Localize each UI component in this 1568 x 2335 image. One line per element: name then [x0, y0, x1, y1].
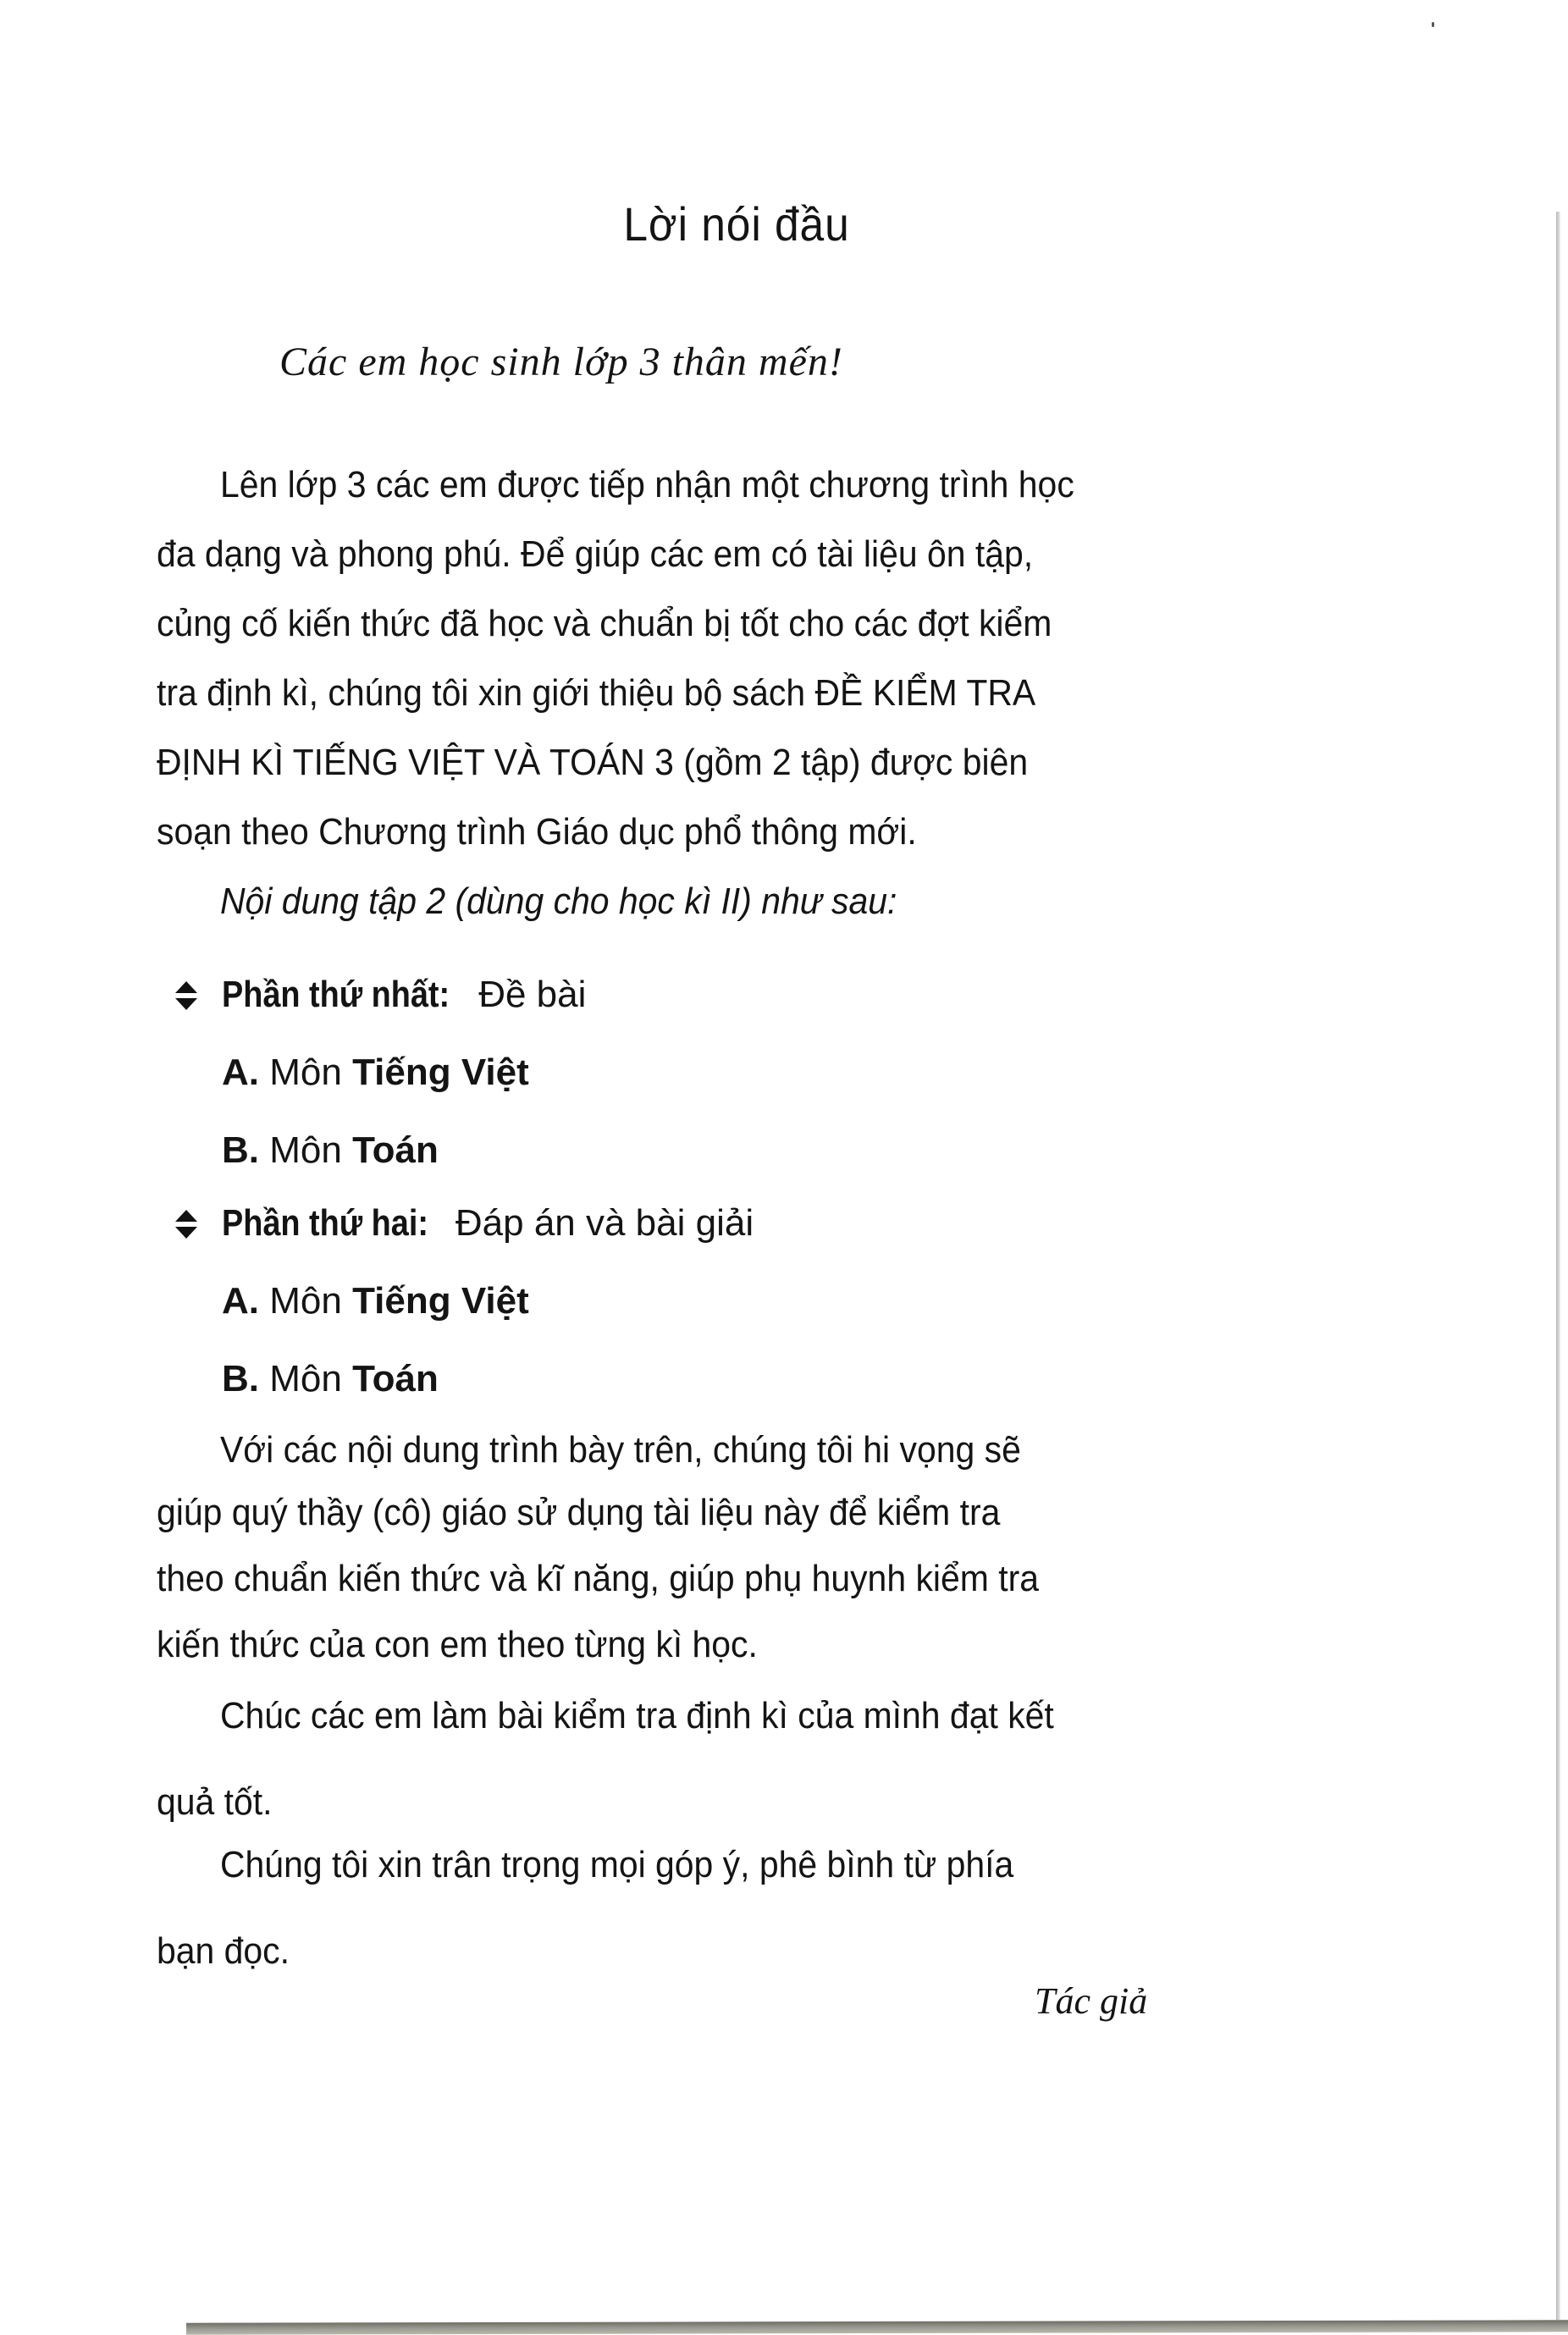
- subitem-prefix: Môn: [269, 1280, 342, 1322]
- section-1-description: Đề bài: [478, 974, 587, 1015]
- intro-line-6: soạn theo Chương trình Giáo dục phổ thông mới.: [157, 811, 917, 853]
- subitem-prefix: Môn: [269, 1358, 342, 1399]
- intro-line-3: củng cố kiến thức đã học và chuẩn bị tốt cho các đợt kiểm: [157, 603, 1052, 644]
- subitem-subject: Toán: [352, 1358, 439, 1399]
- intro-line-2: đa dạng và phong phú. Để giúp các em có tài liệu ôn tập,: [157, 533, 1034, 575]
- closing-line-4: kiến thức của con em theo từng kì học.: [157, 1624, 758, 1665]
- intro-line-4: tra định kì, chúng tôi xin giới thiệu bộ sách ĐỀ KIỂM TRA: [157, 672, 1036, 714]
- subitem-prefix: Môn: [269, 1052, 342, 1093]
- section-2-description: Đáp án và bài giải: [455, 1202, 754, 1244]
- subitem-letter: B.: [222, 1358, 259, 1399]
- page-spine-edge: [1556, 212, 1560, 2320]
- subitem-letter: A.: [222, 1280, 259, 1322]
- updown-triangle-bullet-icon: [175, 978, 197, 1013]
- section-1-subitem-a: [222, 1052, 529, 1094]
- section-2-subitem-b: [222, 1358, 439, 1400]
- subitem-letter: B.: [222, 1129, 259, 1171]
- subitem-subject: Tiếng Việt: [352, 1280, 529, 1322]
- contents-intro: Nội dung tập 2 (dùng cho học kì II) như sau:: [220, 880, 897, 922]
- section-2-heading-row: [222, 1202, 754, 1245]
- page-bottom-edge: [186, 2320, 1568, 2334]
- subitem-letter: A.: [222, 1052, 259, 1093]
- feedback-line-2: bạn đọc.: [157, 1930, 290, 1972]
- section-1-heading: Phần thứ nhất:: [222, 974, 450, 1015]
- signature: Tác giả: [1035, 1980, 1148, 2022]
- feedback-line-1: Chúng tôi xin trân trọng mọi góp ý, phê bình từ phía: [220, 1844, 1014, 1885]
- wish-line-2: quả tốt.: [157, 1781, 273, 1823]
- page-title: Lời nói đầu: [623, 197, 850, 251]
- subitem-prefix: Môn: [269, 1129, 342, 1171]
- section-1-subitem-b: [222, 1129, 439, 1172]
- closing-line-1: Với các nội dung trình bày trên, chúng tôi hi vọng sẽ: [220, 1429, 1021, 1471]
- closing-line-3: theo chuẩn kiến thức và kĩ năng, giúp phụ huynh kiểm tra: [157, 1558, 1039, 1599]
- section-2-heading: Phần thứ hai:: [222, 1202, 428, 1244]
- section-1-heading-row: [222, 974, 586, 1016]
- updown-triangle-bullet-icon: [175, 1206, 197, 1242]
- intro-line-5: ĐỊNH KÌ TIẾNG VIỆT VÀ TOÁN 3 (gồm 2 tập) được biên: [157, 742, 1029, 783]
- scan-speck: [1432, 22, 1434, 27]
- section-2-subitem-a: [222, 1280, 529, 1322]
- wish-line-1: Chúc các em làm bài kiểm tra định kì của mình đạt kết: [220, 1695, 1054, 1736]
- subitem-subject: Toán: [352, 1129, 439, 1171]
- subitem-subject: Tiếng Việt: [352, 1052, 529, 1093]
- salutation: Các em học sinh lớp 3 thân mến!: [279, 339, 843, 384]
- intro-line-1: Lên lớp 3 các em được tiếp nhận một chương trình học: [220, 464, 1074, 505]
- closing-line-2: giúp quý thầy (cô) giáo sử dụng tài liệu này để kiểm tra: [157, 1492, 1001, 1533]
